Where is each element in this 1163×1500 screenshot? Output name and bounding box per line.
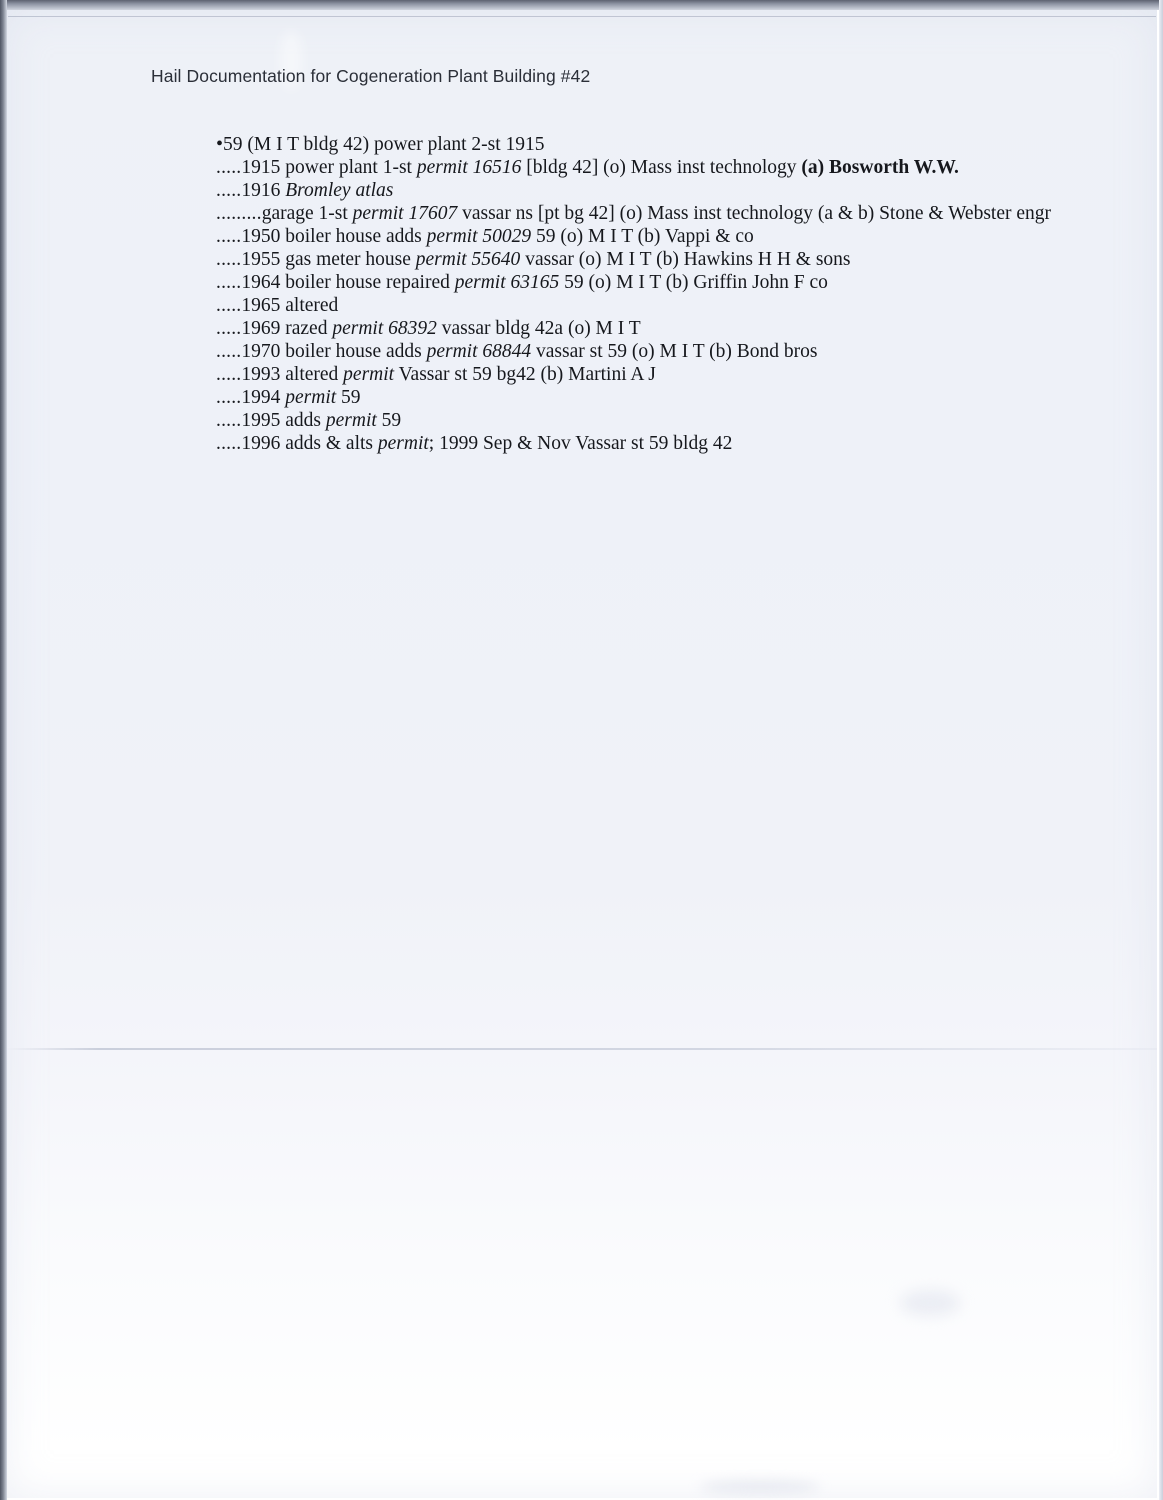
history-entry-line <box>216 203 1066 226</box>
entry-text-run: vassar st 59 (o) M I T (b) Bond bros <box>531 341 818 362</box>
entry-text-run: permit 63165 <box>454 272 560 293</box>
entry-text-run: Bromley atlas <box>285 180 394 201</box>
entry-text-run: permit 68844 <box>426 341 532 362</box>
entry-text-run: ..... <box>216 433 242 454</box>
entry-text-run: 59 <box>336 387 361 408</box>
entry-text-run: 1965 altered <box>241 295 339 316</box>
scan-edge-top <box>0 0 1163 10</box>
entry-text-run: ..... <box>216 157 242 178</box>
entry-text-run: ..... <box>216 341 242 362</box>
history-entry-line <box>216 249 1066 272</box>
entry-text-run: 59 (o) M I T (b) Vappi & co <box>531 226 754 247</box>
entry-text-run: 59 <box>376 410 402 431</box>
entry-text-run: 1969 razed <box>241 318 333 339</box>
scan-edge-left <box>0 0 7 1500</box>
entry-text-run: permit 16516 <box>416 157 522 178</box>
entry-text-run: ..... <box>216 410 242 431</box>
entry-text-run: permit <box>377 433 429 454</box>
entry-text-run: ; 1999 Sep & Nov Vassar st 59 bldg 42 <box>428 433 733 454</box>
entry-text-run: vassar ns [pt bg 42] (o) Mass inst technology (a & b) Stone & Webster engr <box>457 203 1052 224</box>
entry-text-run: permit 68392 <box>332 318 437 339</box>
entry-text-run: garage 1-st <box>261 203 353 224</box>
history-entry-line <box>216 364 1066 387</box>
entry-text-run: (a) Bosworth W.W. <box>801 157 959 178</box>
entry-text-run: ..... <box>216 364 242 385</box>
entry-text-run: [bldg 42] (o) Mass inst technology <box>521 157 802 178</box>
entry-text-run: permit <box>343 364 395 385</box>
entry-text-run: ......... <box>216 203 262 224</box>
entry-text-run: 1995 adds <box>241 410 326 431</box>
building-history-entries <box>216 134 1066 456</box>
entry-text-run: ..... <box>216 387 242 408</box>
entry-text-run: 1955 gas meter house <box>241 249 416 270</box>
entry-text-run: permit <box>285 387 337 408</box>
entry-text-run: permit <box>325 410 377 431</box>
entry-text-run: 1994 <box>241 387 286 408</box>
history-entry-line <box>216 272 1066 295</box>
history-entry-line <box>216 387 1066 410</box>
entry-text-run: 1996 adds & alts <box>241 433 378 454</box>
history-entry-line <box>216 295 1066 318</box>
page-fold-line <box>6 1048 1157 1050</box>
entry-text-run: 1993 altered <box>241 364 344 385</box>
history-entry-line <box>216 180 1066 203</box>
history-entry-line <box>216 410 1066 433</box>
history-entry-line <box>216 157 1066 180</box>
history-entry-line <box>216 341 1066 364</box>
entry-text-run: vassar bldg 42a (o) M I T <box>436 318 641 339</box>
entry-text-run: • <box>216 133 224 155</box>
history-entry-line <box>216 318 1066 341</box>
entry-text-run: ..... <box>216 318 242 339</box>
entry-text-run: permit 55640 <box>415 249 521 270</box>
entry-text-run: vassar (o) M I T (b) Hawkins H H & sons <box>520 249 851 270</box>
history-entry-line <box>216 433 1066 456</box>
history-entry-line <box>216 226 1066 249</box>
scan-top-rule <box>8 16 1156 17</box>
entry-text-run: permit 17607 <box>352 203 458 224</box>
entry-text-run: ..... <box>216 226 242 247</box>
document-header-caption: Hail Documentation for Cogeneration Plant Building #42 <box>151 66 591 86</box>
entry-text-run: 1915 power plant 1-st <box>241 157 417 178</box>
entry-text-run: ..... <box>216 272 242 293</box>
scan-edge-right <box>1159 0 1163 1500</box>
entry-text-run: 59 (o) M I T (b) Griffin John F co <box>559 272 828 293</box>
entry-text-run: permit 50029 <box>426 226 532 247</box>
entry-text-run: Vassar st 59 bg42 (b) Martini A J <box>394 364 656 385</box>
history-entry-line <box>216 134 1066 157</box>
entry-text-run: ..... <box>216 295 242 316</box>
entry-text-run: 1916 <box>241 180 286 201</box>
entry-text-run: 1970 boiler house adds <box>241 341 427 362</box>
entry-text-run: ..... <box>216 180 242 201</box>
entry-text-run: 1950 boiler house adds <box>241 226 427 247</box>
entry-text-run: 1964 boiler house repaired <box>241 272 455 293</box>
entry-text-run: ..... <box>216 249 242 270</box>
entry-text-run: 59 (M I T bldg 42) power plant 2-st 1915 <box>223 134 545 155</box>
